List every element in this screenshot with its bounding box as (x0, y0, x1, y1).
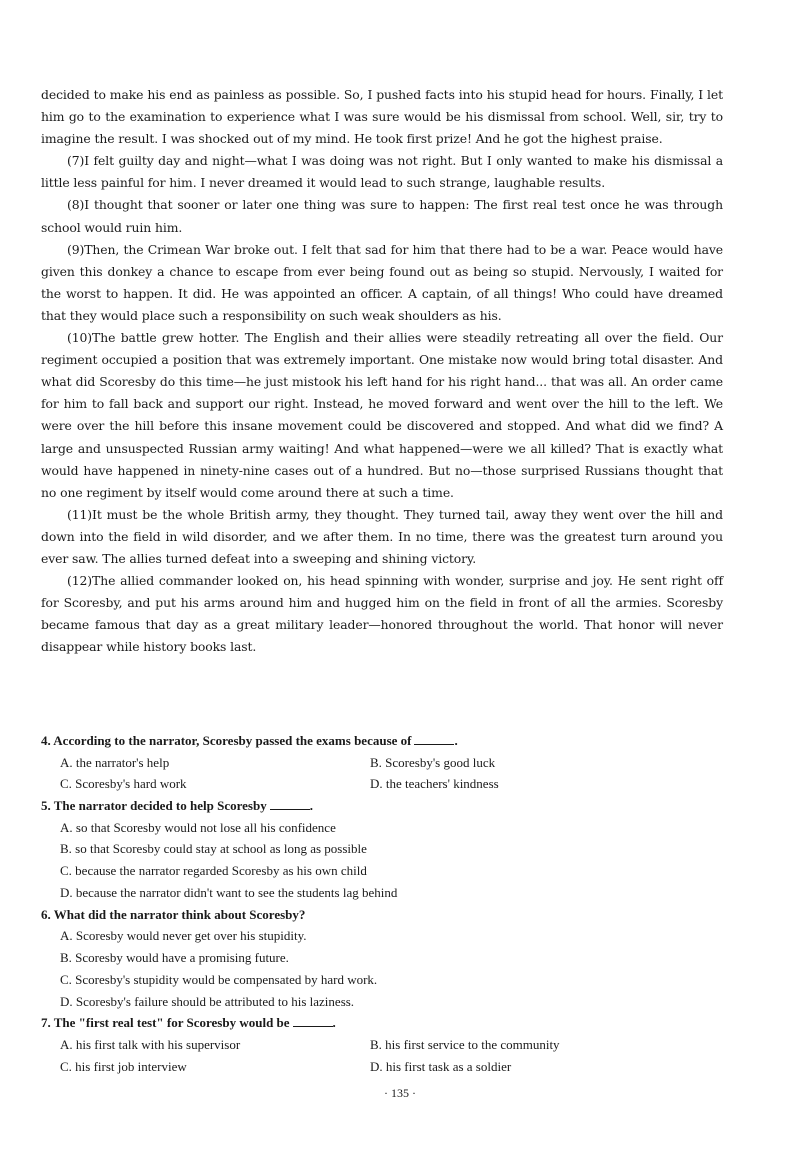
option-a: A. Scoresby would never get over his stupidity. (60, 928, 307, 944)
question-6 (41, 904, 731, 1013)
option-a: A. his first talk with his supervisor (60, 1036, 241, 1052)
paragraph: (9)Then, the Crimean War broke out. I felt that sad for him that there had to be a war. Peace would have given this donkey a chance to escape from ever being found out as being so stupid. Nervously, I waited for the worst to happen. It did. He was appointed an officer. A captain, of all things! Who could have dreamed that they would place such a responsibility on such weak shoulders as his. (41, 241, 723, 323)
option-d: D. his first task as a soldier (370, 1058, 512, 1074)
option-c: C. his first job interview (60, 1058, 187, 1074)
option-c: C. Scoresby's stupidity would be compensated by hard work. (60, 971, 378, 987)
paragraph: (7)I felt guilty day and night—what I was doing was not right. But I only wanted to make his dismissal a little less painful for him. I never dreamed it would lead to such strange, laughable results. (41, 153, 723, 191)
question-stem (41, 795, 731, 817)
reading-passage (41, 84, 723, 658)
question-stem-end: . (454, 733, 458, 748)
question-list (41, 730, 731, 1078)
page-number: · 135 · (384, 1086, 416, 1100)
question-stem-text: 5. The narrator decided to help Scoresby (41, 798, 267, 814)
question-7 (41, 1012, 731, 1077)
option-c: C. Scoresby's hard work (60, 776, 187, 792)
option-b: B. Scoresby's good luck (370, 754, 496, 770)
option-d: D. the teachers' kindness (370, 776, 499, 792)
paragraph: (8)I thought that sooner or later one thing was sure to happen: The first real test once he was through school would ruin him. (41, 197, 723, 235)
option-c: C. because the narrator regarded Scoresby as his own child (60, 863, 367, 879)
option-a: A. the narrator's help (60, 754, 170, 770)
question-stem-text: 4. According to the narrator, Scoresby passed the exams because of (41, 733, 412, 748)
option-b: B. Scoresby would have a promising future. (60, 950, 289, 966)
paragraph: decided to make his end as painless as possible. So, I pushed facts into his stupid head for hours. Finally, I let him go to the examination to experience what I was sure would be his dismissal from school. Well, sir, try to imagine the result. I was shocked out of my mind. He took first prize! And he got the highest praise. (41, 87, 723, 147)
answer-blank (270, 798, 310, 810)
question-stem-end: . (332, 1015, 336, 1031)
option-a: A. so that Scoresby would not lose all his confidence (60, 819, 336, 835)
question-stem-end: . (309, 798, 313, 814)
answer-blank (414, 733, 454, 745)
option-b: B. his first service to the community (370, 1036, 560, 1052)
option-b: B. so that Scoresby could stay at school as long as possible (60, 841, 367, 857)
paragraph: (12)The allied commander looked on, his head spinning with wonder, surprise and joy. He sent right off for Scoresby, and put his arms around him and hugged him on the field in front of all the armies. Scoresby became famous that day as a great military leader—honored throughout the world. That honor will never disappear while history books last. (41, 573, 723, 655)
option-d: D. because the narrator didn't want to see the students lag behind (60, 884, 398, 900)
answer-blank (293, 1015, 333, 1027)
question-stem: 6. What did the narrator think about Scoresby? (41, 906, 306, 922)
question-4 (41, 730, 731, 795)
question-5 (41, 795, 731, 904)
paragraph: (11)It must be the whole British army, they thought. They turned tail, away they went over the hill and down into the field in wild disorder, and we after them. In no time, there was the greatest turn around you ever saw. The allies turned defeat into a sweeping and shining victory. (41, 506, 723, 566)
paragraph: (10)The battle grew hotter. The English and their allies were steadily retreating all over the field. Our regiment occupied a position that was extremely important. One mistake now would bring total disaster. And what did Scoresby do this time—he just mistook his left hand for his right hand... that was all. An order came for him to fall back and support our right. Instead, he moved forward and went over the hill to the left. We were over the hill before this insane movement could be discovered and stopped. And what did we find? A large and unsuspected Russian army waiting! And what happened—were we all killed? That is exactly what would have happened in ninety-nine cases out of a hundred. But no—those surprised Russians thought that no one regiment by itself would come around there at such a time. (41, 330, 723, 500)
question-stem (41, 1012, 731, 1034)
option-d: D. Scoresby's failure should be attributed to his laziness. (60, 993, 355, 1009)
question-stem-text: 7. The "first real test" for Scoresby would be (41, 1015, 290, 1031)
question-stem (41, 730, 731, 752)
